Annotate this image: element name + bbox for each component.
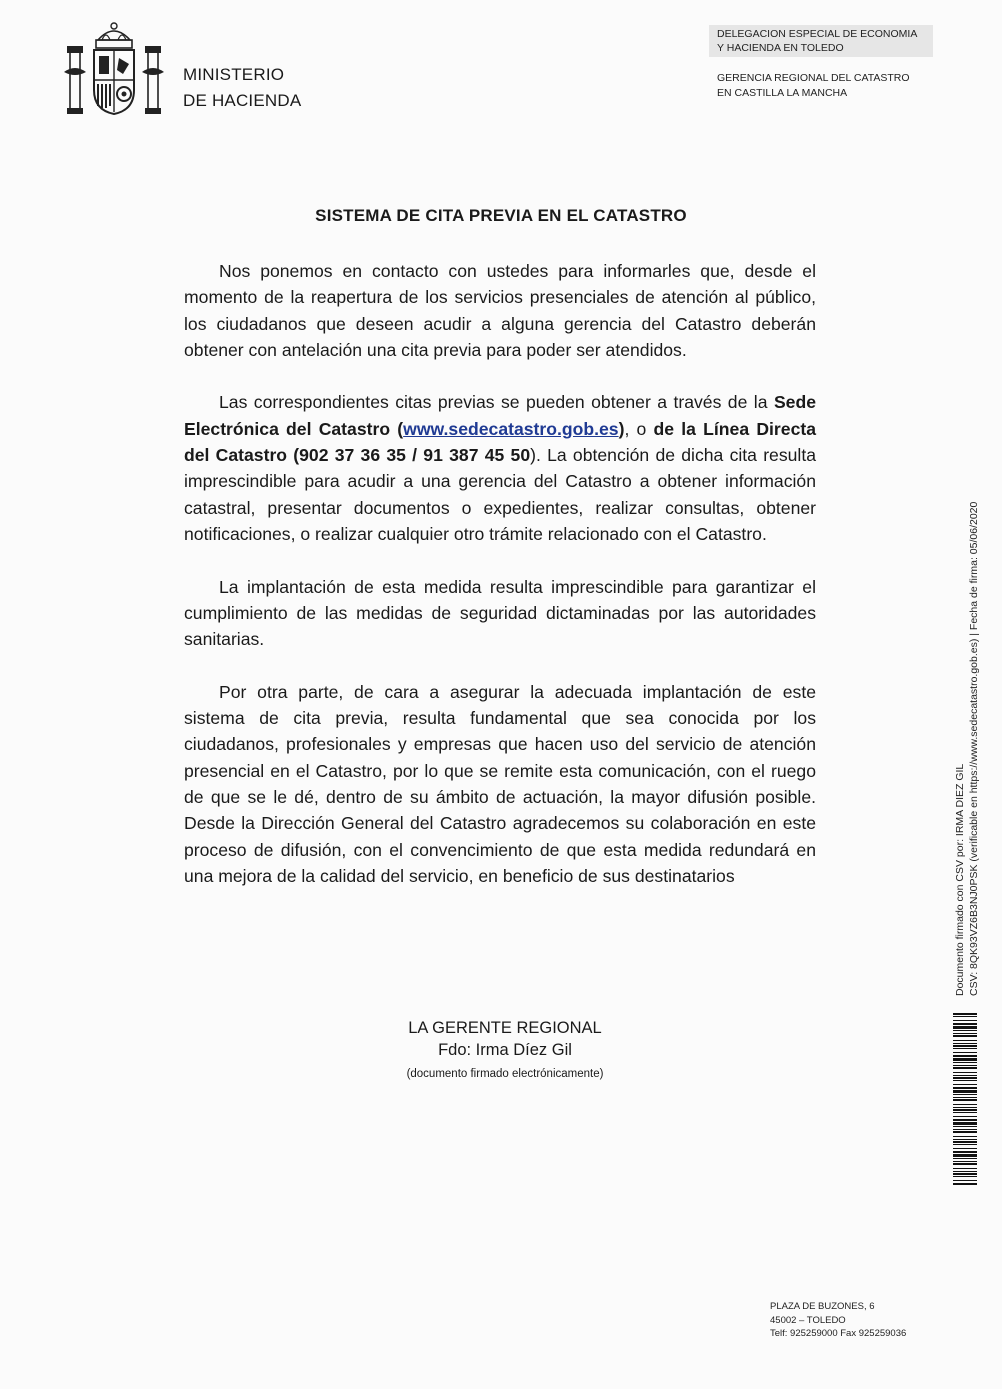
paragraph-2-intro: Las correspondientes citas previas se pueden obtener a través de la — [219, 392, 774, 413]
barcode-icon — [953, 1013, 977, 1185]
ministry-line-1: MINISTERIO — [183, 65, 285, 84]
paragraph-3: La implantación de esta medida resulta imprescindible para garantizar el cumplimiento de las medidas de seguridad dictaminadas por las autoridades sanitarias. — [184, 576, 816, 650]
paragraph-4: Por otra parte, de cara a asegurar la adecuada implantación de este sistema de cita previa, resulta fundamental que sea conocida por los ciudadanos, profesionales y empresas que hacen uso del servicio de atención presencial en el Catastro, por lo que se remite esta comunicación, con el ruego de que se le dé, dentro de su ámbito de actuación, la mayor difusión posible. Desde la Dirección General del Catastro agradecemos su colaboración en este proceso de difusión, con el convencimiento de que esta medida redundará en una mejora de la calidad del servicio, en beneficio de sus destinatarios — [184, 681, 816, 886]
sede-catastro-link[interactable]: www.sedecatastro.gob.es — [403, 418, 619, 439]
footer-line-2: 45002 – TOLEDO — [770, 1314, 846, 1326]
paragraph-1: Nos ponemos en contacto con ustedes para informarles que, desde el momento de la reapertura de los servicios presenciales de atención al público, los ciudadanos que deseen acudir a alguna gerencia del Catastro deberán obtener con antelación una cita previa para poder ser atendidos. — [184, 261, 816, 360]
document-title: SISTEMA DE CITA PREVIA EN EL CATASTRO — [315, 206, 687, 225]
delegation-line-2: Y HACIENDA EN TOLEDO — [717, 42, 844, 54]
delegation-box — [709, 25, 933, 57]
linea-directa-label: de la Línea Directa del Catastro (902 37 36 35 / 91 387 45 50 — [184, 418, 816, 466]
signature-name: Fdo: Irma Díez Gil — [438, 1041, 572, 1059]
sede-close-paren: ) — [618, 418, 625, 439]
document-body — [184, 258, 816, 915]
signature-note: (documento firmado electrónicamente) — [406, 1068, 604, 1080]
gerencia-block — [717, 71, 910, 101]
gerencia-line-1: GERENCIA REGIONAL DEL CATASTRO — [717, 72, 910, 84]
spain-coat-of-arms-icon — [62, 18, 166, 122]
footer-line-3: Telf: 925259000 Fax 925259036 — [770, 1328, 907, 1339]
sede-electronica-label: Sede Electrónica del Catastro ( — [184, 392, 816, 439]
gerencia-line-2: EN CASTILLA LA MANCHA — [717, 87, 848, 99]
signature-block — [0, 1017, 1002, 1085]
ministry-name — [183, 62, 301, 114]
footer-address — [770, 1300, 906, 1341]
paragraph-2-rest: ). La obtención de dicha cita resulta imprescindible para acudir a una gerencia del Catastro a obtener información catastral, presentar documentos o expedientes, realizar consultas, obtener notificaciones, o realizar cualquier otro trámite relacionado con el Catastro. — [184, 445, 817, 544]
footer-line-1: PLAZA DE BUZONES, 6 — [770, 1301, 875, 1312]
csv-signer-text: Documento firmado con CSV por: IRMA DIEZ GIL — [954, 763, 966, 996]
signature-title: LA GERENTE REGIONAL — [408, 1019, 602, 1037]
delegation-line-1: DELEGACION ESPECIAL DE ECONOMIA — [717, 28, 918, 40]
paragraph-2 — [184, 389, 816, 547]
ministry-line-2: DE HACIENDA — [183, 91, 302, 110]
csv-verification-text: CSV: 8QK93VZ6B3NJ0PSK (verificable en https://www.sedecatastro.gob.es) | Fecha de firma: 05/06/2020 — [968, 501, 980, 996]
paragraph-2-connector: , o — [624, 418, 654, 439]
